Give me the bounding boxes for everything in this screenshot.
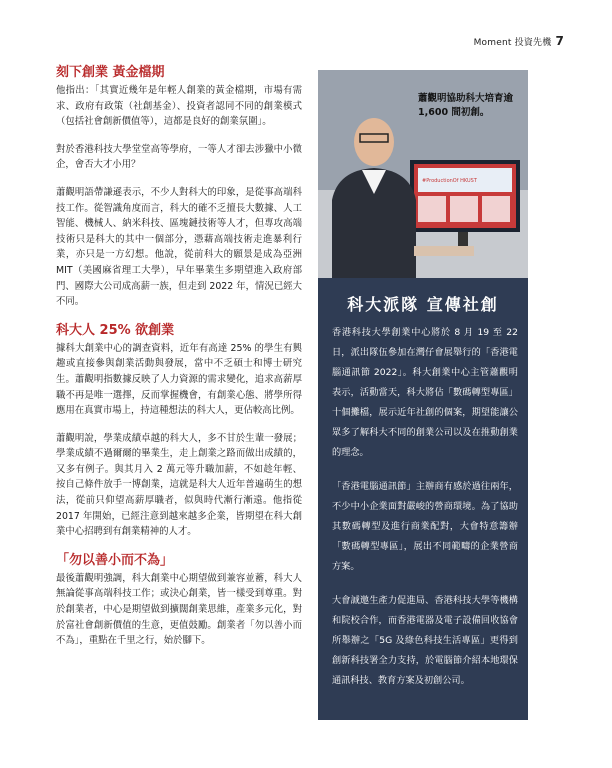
portrait-photo [318, 70, 528, 278]
sidebar-paragraph: 香港科技大學創業中心將於 8 月 19 至 22 日，派出隊伍參加在灣仔會展舉行的「香港電腦通訊節 2022」。科大創業中心主管蕭觀明表示，活動當天，科大將佔「數碼轉型專區」十個攤檔，展示近年社創的個案，期望能讓公眾多了解科大不同的創業公司以及在推動創業的理念。 [332, 327, 518, 458]
section-entrepreneurship-window [56, 64, 302, 310]
photo-caption: 蕭觀明協助科大培育逾 1,600 間初創。 [418, 93, 514, 118]
page-number: 7 [555, 34, 564, 48]
section-heading: 刻下創業 黃金檔期 [56, 65, 165, 80]
screen-text: #ProductionOf HKUST [422, 178, 477, 184]
paragraph: 對於香港科技大學堂堂高等學府，一等人才卻去涉獵中小微企，會否大才小用？ [56, 143, 302, 171]
paragraph: 蕭觀明說，學業成績卓越的科大人，多不甘於生輩一發展；學業成績不過爾爾的畢業生，走上創業之路而做出成績的，又多有例子。與其月入 2 萬元等升職加薪，不如趁年輕、按自己條件放手一博創業，這就是科大人近年普遍萌生的想法，從前只仰望高薪厚職者，似與時代漸行漸遠。他指從 2017 年開始，已經注意到越來越多企業，皆期望在科大創業中心招聘到有創業精神的人才。 [56, 432, 302, 538]
section-25-percent [56, 322, 302, 540]
sidebar-title: 科大派隊 宣傳社創 [347, 295, 499, 314]
page-header [474, 34, 564, 48]
section-heading: 科大人 25% 欲創業 [56, 322, 175, 338]
sidebar-panel [318, 70, 528, 720]
section-heading: 「勿以善小而不為」 [56, 552, 174, 568]
sidebar-paragraph: 大會誠邀生產力促進局、香港科技大學等機構和院校合作，而香港電器及電子設備回收協會所舉辦之「5G 及綠色科技生活專區」更得到創新科技署全力支持，於電腦節介紹本地環保通訊科技、教育方案及初創公司。 [332, 595, 518, 686]
section-small-good [56, 552, 302, 649]
paragraph: 蕭觀明語帶謙遜表示，不少人對科大的印象，是從事高端科技工作。從智識角度而言，科大的確不乏擅長大數據、人工智能、機械人、納米科技、區塊鏈技術等人才，但專攻高端技術只是科大的其中一個部分，憑藉高端技術走進暴利行業，亦只是一方幻想。他說，從前科大的願景是成為亞洲 MIT（美國麻省理工大學），早年畢業生多期望進入政府部門、國際大公司成高薪一族，但走到 2022 年，情況已經大不同。 [56, 186, 302, 308]
paragraph: 最後蕭觀明強調，科大創業中心期望做到兼容並蓄，科大人無論從事高端科技工作；或決心創業，皆一樣受到尊重。對於創業者，中心是期望做到擴闊創業思維，產業多元化，對於富社會創新價值的生意，更值鼓勵。創業者「勿以善小而不為」，重點在千里之行，始於腳下。 [56, 572, 302, 647]
sidebar-paragraph: 「香港電腦通訊節」主辦商有感於過往兩年，不少中小企業面對嚴峻的營商環境。為了協助其數碼轉型及進行商業配對，大會特意籌辦「數碼轉型專區」，展出不同範疇的企業營商方案。 [332, 481, 518, 572]
main-article-column [56, 64, 302, 661]
paragraph: 他指出：「其實近幾年是年輕人創業的黃金檔期，市場有需求、政府有政策（社創基金）、投資者認同不同的創業模式（包括社會創新價值等），這都是良好的創業氛圍」。 [56, 85, 302, 128]
magazine-title: Moment 投資先機 [473, 38, 552, 48]
paragraph: 據科大創業中心的調查資料，近年有高達 25% 的學生有興趣或直接參與創業活動與發展，當中不乏碩士和博士研究生。蕭觀明指數據反映了人力資源的需求變化，追求高薪厚職不再是唯一選擇，反而掌握機會，有創業心態、將學所得應用在真實市場上，持這種想法的科大人，更佔較高比例。 [56, 342, 302, 417]
